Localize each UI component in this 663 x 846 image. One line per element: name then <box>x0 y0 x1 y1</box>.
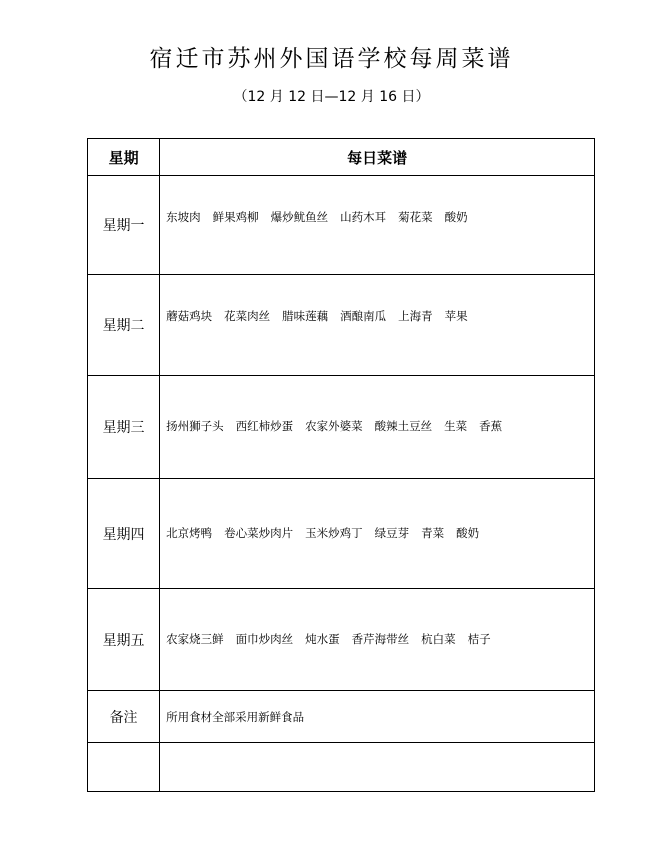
dish-list-cell <box>160 589 595 691</box>
table-row-tuesday <box>88 275 595 376</box>
dish-item: 青菜 <box>421 526 445 540</box>
table-header-row <box>88 139 595 176</box>
dish-item: 酒酿南瓜 <box>340 309 387 323</box>
note-label: 备注 <box>88 691 160 743</box>
table-row-wednesday <box>88 376 595 479</box>
dish-item: 苹果 <box>444 309 468 323</box>
dish-item: 炖水蛋 <box>305 632 340 646</box>
dish-list <box>166 631 594 647</box>
dish-item: 爆炒鱿鱼丝 <box>270 210 329 224</box>
table-row-empty <box>88 743 595 792</box>
day-label: 星期三 <box>88 376 160 479</box>
dish-list <box>166 209 594 225</box>
dish-list <box>166 418 594 434</box>
dish-list-cell <box>160 275 595 376</box>
note-text: 所用食材全部采用新鲜食品 <box>160 691 595 743</box>
date-range: （12 月 12 日—12 月 16 日） <box>233 89 430 105</box>
dish-list <box>166 308 594 324</box>
day-label: 星期五 <box>88 589 160 691</box>
dish-item: 菊花菜 <box>398 210 433 224</box>
dish-item: 香蕉 <box>479 419 503 433</box>
dish-item: 农家烧三鲜 <box>166 632 224 646</box>
table-row-note <box>88 691 595 743</box>
header-day: 星期 <box>88 139 160 176</box>
dish-item: 卷心菜炒肉片 <box>224 526 294 540</box>
dish-item: 面巾炒肉丝 <box>235 632 294 646</box>
dish-item: 腊味莲藕 <box>282 309 329 323</box>
dish-item: 扬州狮子头 <box>166 419 224 433</box>
dish-item: 玉米炒鸡丁 <box>305 526 363 540</box>
dish-item: 北京烤鸭 <box>166 526 213 540</box>
dish-item: 香芹海带丝 <box>351 632 410 646</box>
dish-item: 蘑菇鸡块 <box>166 309 213 323</box>
empty-cell <box>160 743 595 792</box>
day-label: 星期一 <box>88 176 160 275</box>
dish-item: 酸辣土豆丝 <box>374 419 433 433</box>
dish-item: 山药木耳 <box>340 210 387 224</box>
dish-list-cell <box>160 376 595 479</box>
dish-item: 鲜果鸡柳 <box>212 210 259 224</box>
dish-item: 花菜肉丝 <box>224 309 271 323</box>
dish-item: 酸奶 <box>444 210 468 224</box>
dish-item: 生菜 <box>444 419 468 433</box>
table-row-monday <box>88 176 595 275</box>
dish-item: 绿豆芽 <box>374 526 410 540</box>
dish-list <box>166 525 594 541</box>
empty-cell <box>88 743 160 792</box>
day-label: 星期四 <box>88 479 160 589</box>
dish-item: 上海青 <box>398 309 433 323</box>
dish-item: 杭白菜 <box>421 632 456 646</box>
dish-item: 东坡肉 <box>166 210 201 224</box>
table-row-thursday <box>88 479 595 589</box>
day-label: 星期二 <box>88 275 160 376</box>
dish-item: 农家外婆菜 <box>305 419 363 433</box>
page-title: 宿迁市苏州外国语学校每周菜谱 <box>149 46 514 72</box>
dish-list-cell <box>160 479 595 589</box>
dish-item: 桔子 <box>467 632 491 646</box>
dish-list-cell <box>160 176 595 275</box>
dish-item: 酸奶 <box>456 526 480 540</box>
table-row-friday <box>88 589 595 691</box>
header-menu: 每日菜谱 <box>160 139 595 176</box>
weekly-menu-table <box>87 138 595 792</box>
dish-item: 西红柿炒蛋 <box>235 419 294 433</box>
